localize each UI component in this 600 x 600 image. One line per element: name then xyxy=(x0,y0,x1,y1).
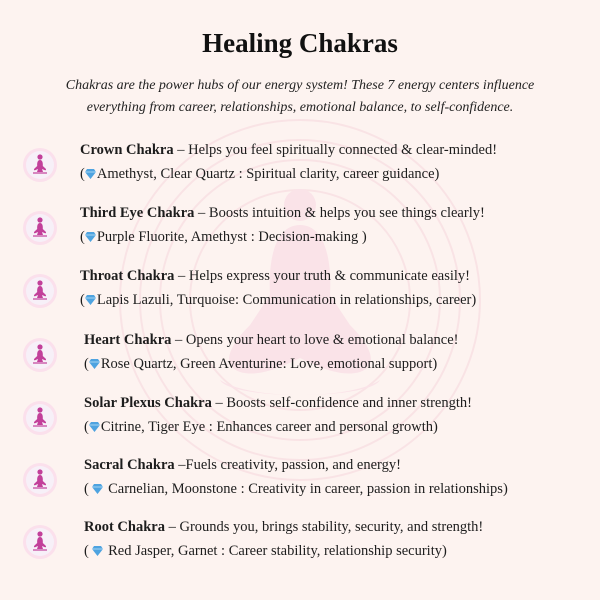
gem-icon xyxy=(89,422,100,432)
chakra-stones: Citrine, Tiger Eye : Enhances career and personal growth) xyxy=(100,419,438,435)
chakra-description: – Helps you feel spiritually connected & clear-minded! xyxy=(173,142,498,158)
chakra-item-crown: Crown Chakra – Helps you feel spiritually connected & clear-minded! ( Amethyst, Clear Quartz : Spiritual clarity, career guidance) xyxy=(0,142,600,198)
chakra-description: –Fuels creativity, passion, and energy! xyxy=(174,457,401,473)
chakra-item-sacral: Sacral Chakra –Fuels creativity, passion, and energy! ( Carnelian, Moonstone : Creativity in career, passion in relationships) xyxy=(0,457,600,513)
chakra-description: – Opens your heart to love & emotional balance! xyxy=(171,332,459,348)
chakra-name: Throat Chakra xyxy=(80,268,175,284)
chakra-item-root: Root Chakra – Grounds you, brings stability, security, and strength! ( Red Jasper, Garnet : Career stability, relationship security) xyxy=(0,519,600,575)
chakra-name: Third Eye Chakra xyxy=(80,205,195,221)
gem-icon xyxy=(92,546,103,556)
page-title: Healing Chakras xyxy=(202,28,398,58)
chakra-name: Crown Chakra xyxy=(80,142,174,158)
meditation-figure-icon xyxy=(22,524,58,560)
chakra-item-solar-plexus: Solar Plexus Chakra – Boosts self-confidence and inner strength! ( Citrine, Tiger Eye : Enhances career and personal growth) xyxy=(0,395,600,451)
chakra-stones: Purple Fluorite, Amethyst : Decision-making ) xyxy=(96,229,367,245)
chakra-stones: Amethyst, Clear Quartz : Spiritual clarity, career guidance) xyxy=(96,166,440,182)
meditation-figure-icon xyxy=(22,462,58,498)
meditation-figure-icon xyxy=(22,210,58,246)
gem-icon xyxy=(85,169,96,179)
chakra-item-heart: Heart Chakra – Opens your heart to love & emotional balance! ( Rose Quartz, Green Aventurine: Love, emotional support) xyxy=(0,332,600,388)
chakra-item-third-eye: Third Eye Chakra – Boosts intuition & helps you see things clearly! ( Purple Fluorite, Amethyst : Decision-making ) xyxy=(0,205,600,261)
meditation-figure-icon xyxy=(22,337,58,373)
meditation-figure-icon xyxy=(22,147,58,183)
chakra-description: – Helps express your truth & communicate easily! xyxy=(174,268,470,284)
intro-paragraph xyxy=(20,75,580,119)
chakra-description: – Grounds you, brings stability, security, and strength! xyxy=(164,519,484,535)
intro-line-1: Chakras are the power hubs of our energy system! These 7 energy centers influence xyxy=(65,78,535,93)
chakra-stones: Rose Quartz, Green Aventurine: Love, emotional support) xyxy=(100,356,438,372)
gem-icon xyxy=(85,295,96,305)
chakra-name: Root Chakra xyxy=(84,519,165,535)
meditation-figure-icon xyxy=(22,400,58,436)
chakra-stones: Lapis Lazuli, Turquoise: Communication in relationships, career) xyxy=(96,292,477,308)
gem-icon xyxy=(89,359,100,369)
chakra-name: Solar Plexus Chakra xyxy=(84,395,212,411)
gem-icon xyxy=(92,484,103,494)
meditation-figure-icon xyxy=(22,273,58,309)
chakra-name: Sacral Chakra xyxy=(84,457,175,473)
chakra-name: Heart Chakra xyxy=(84,332,172,348)
chakra-description: – Boosts self-confidence and inner strength! xyxy=(211,395,472,411)
chakra-stones: Red Jasper, Garnet : Career stability, relationship security) xyxy=(104,543,447,559)
chakra-description: – Boosts intuition & helps you see things clearly! xyxy=(194,205,485,221)
chakra-item-throat: Throat Chakra – Helps express your truth & communicate easily! ( Lapis Lazuli, Turquoise: Communication in relationships, career) xyxy=(0,268,600,324)
intro-line-2: everything from career, relationships, emotional balance, to self-confidence. xyxy=(86,100,514,115)
chakra-stones: Carnelian, Moonstone : Creativity in career, passion in relationships) xyxy=(104,481,508,497)
gem-icon xyxy=(85,232,96,242)
